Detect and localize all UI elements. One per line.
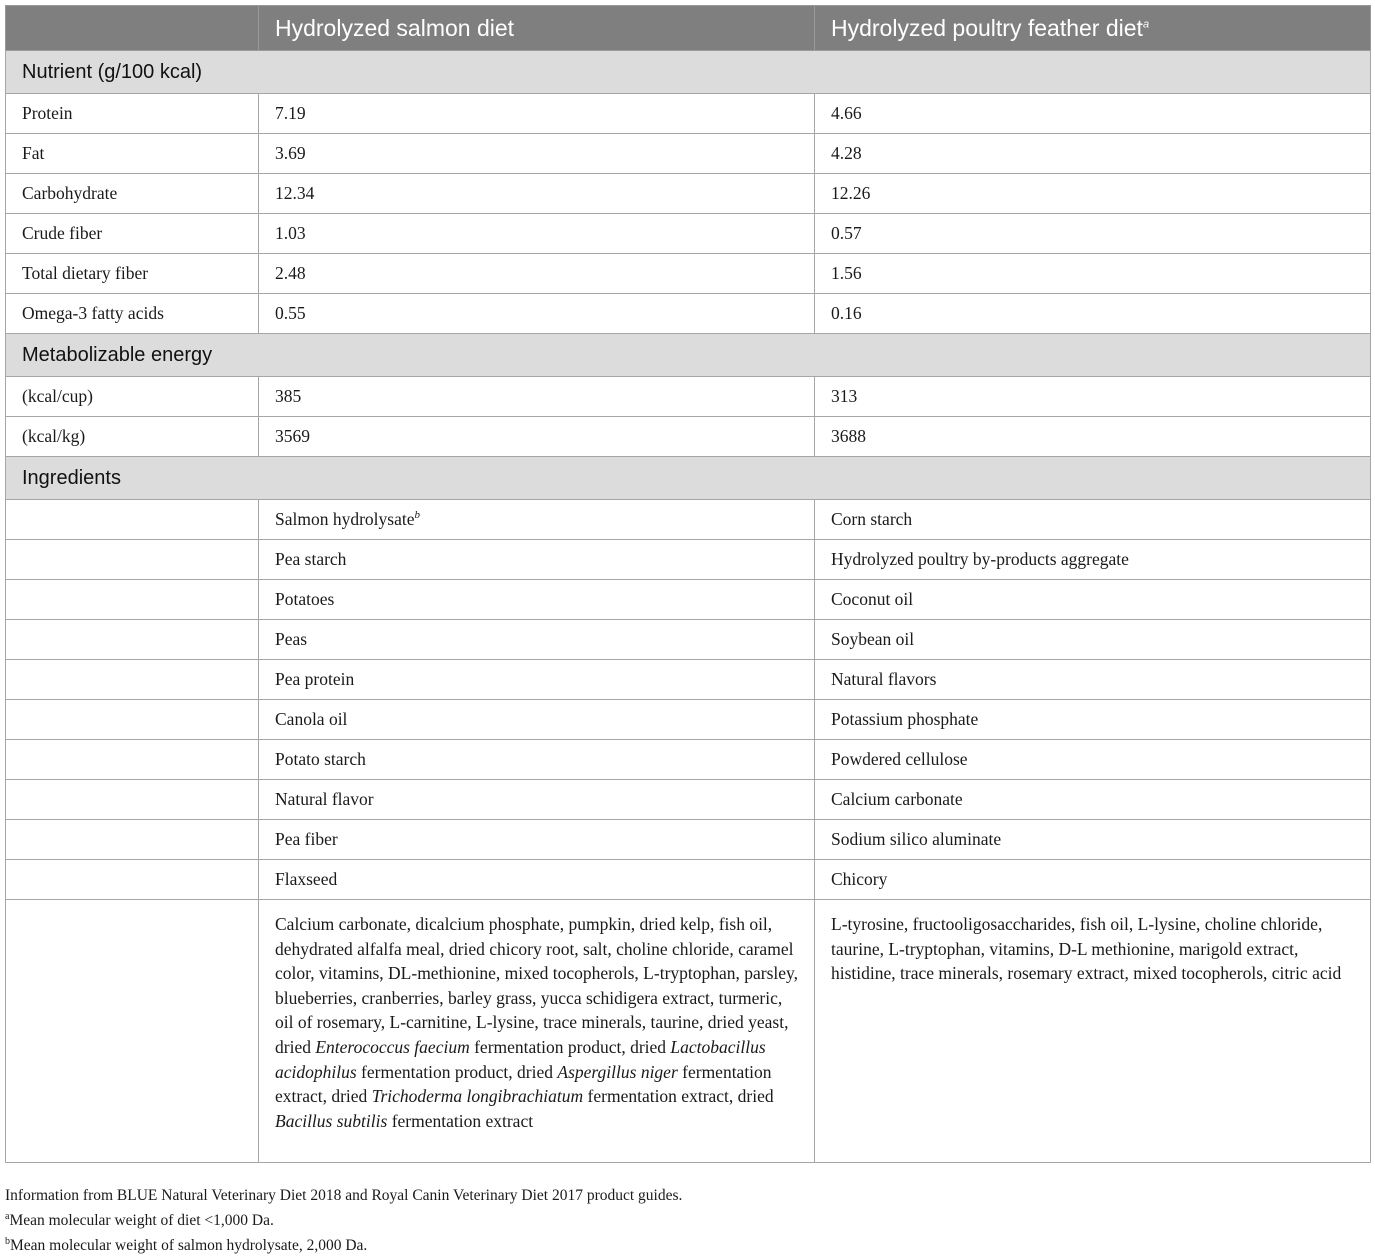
poultry-value: 3688: [815, 417, 1371, 457]
table-row: [6, 214, 1371, 254]
table-row: [6, 580, 1371, 620]
empty-label-cell: [6, 620, 259, 660]
table-row: [6, 820, 1371, 860]
table-row: [6, 780, 1371, 820]
poultry-ingredient: Corn starch: [815, 500, 1371, 540]
empty-label-cell: [6, 580, 259, 620]
header-salmon-diet: [259, 6, 815, 51]
table-row: [6, 417, 1371, 457]
salmon-ingredient: Pea starch: [259, 540, 815, 580]
ingredient-text: fermentation extract, dried: [275, 1061, 772, 1107]
table-row: [6, 294, 1371, 334]
header-poultry-label: Hydrolyzed poultry feather diet: [831, 14, 1143, 41]
empty-label-cell: [6, 900, 259, 1163]
salmon-value: 385: [259, 377, 815, 417]
salmon-ingredient: Natural flavor: [259, 780, 815, 820]
table-row: [6, 377, 1371, 417]
poultry-value: 4.66: [815, 94, 1371, 134]
footnote-a: [5, 1208, 1370, 1233]
species-name: Lactobacillus acidophilus: [275, 1036, 766, 1082]
row-label: Omega-3 fatty acids: [6, 294, 259, 334]
section-title-energy: Metabolizable energy: [6, 334, 1371, 377]
salmon-value: 12.34: [259, 174, 815, 214]
footnote-a-text: Mean molecular weight of diet <1,000 Da.: [9, 1212, 274, 1229]
empty-label-cell: [6, 820, 259, 860]
table-row: [6, 134, 1371, 174]
footnote-marker-a: a: [1142, 17, 1150, 30]
row-label: Protein: [6, 94, 259, 134]
header-blank-cell: [6, 6, 259, 51]
row-label: Crude fiber: [6, 214, 259, 254]
salmon-value: 3569: [259, 417, 815, 457]
salmon-ingredient: Peas: [259, 620, 815, 660]
row-label: Total dietary fiber: [6, 254, 259, 294]
footnote-marker-b: b: [414, 509, 420, 522]
species-name: Aspergillus niger: [557, 1061, 678, 1082]
diet-composition-table: [5, 5, 1371, 1163]
table-row: [6, 700, 1371, 740]
section-row-energy: [6, 334, 1371, 377]
salmon-value: 7.19: [259, 94, 815, 134]
table-row: [6, 860, 1371, 900]
empty-label-cell: [6, 700, 259, 740]
footnote-b: [5, 1233, 1370, 1258]
poultry-ingredient: Sodium silico aluminate: [815, 820, 1371, 860]
table-header-row: [6, 6, 1371, 51]
salmon-ingredient: [259, 500, 815, 540]
section-row-nutrient: [6, 51, 1371, 94]
poultry-ingredient: Calcium carbonate: [815, 780, 1371, 820]
empty-label-cell: [6, 540, 259, 580]
row-label: Fat: [6, 134, 259, 174]
empty-label-cell: [6, 500, 259, 540]
ingredient-text: Calcium carbonate, dicalcium phosphate, pumpkin, dried kelp, fish oil, dehydrated alfalfa meal, dried chicory root, salt, choline chloride, caramel color, vitamins, DL-methionine, mixed tocopherols, L-tryptophan, parsley, blueberries, cranberries, barley grass, yucca schidigera extract, turmeric, oil of rosemary, L-carnitine, L-lysine, trace minerals, taurine, dried yeast, dried: [275, 914, 799, 1057]
poultry-value: 12.26: [815, 174, 1371, 214]
salmon-ingredient: Potato starch: [259, 740, 815, 780]
salmon-value: 0.55: [259, 294, 815, 334]
ingredient-text: fermentation product, dried: [469, 1036, 671, 1057]
empty-label-cell: [6, 860, 259, 900]
table-row: [6, 660, 1371, 700]
footnote-b-mark: b: [5, 1235, 10, 1247]
salmon-ingredient: Potatoes: [259, 580, 815, 620]
table-footnotes: [5, 1183, 1370, 1258]
poultry-ingredient: Chicory: [815, 860, 1371, 900]
footnote-a-mark: a: [5, 1210, 10, 1222]
empty-label-cell: [6, 780, 259, 820]
ingredient-text: fermentation product, dried: [356, 1061, 558, 1082]
table-row: [6, 620, 1371, 660]
poultry-value: 313: [815, 377, 1371, 417]
poultry-value: 0.16: [815, 294, 1371, 334]
poultry-ingredient: Potassium phosphate: [815, 700, 1371, 740]
salmon-ingredient: Canola oil: [259, 700, 815, 740]
table-row: [6, 94, 1371, 134]
table-row: [6, 174, 1371, 214]
poultry-additional-text: L-tyrosine, fructooligosaccharides, fish oil, L-lysine, choline chloride, taurine, L-tryptophan, vitamins, D-L methionine, marigold extract, histidine, trace minerals, rosemary extract, mixed tocopherols, citric acid: [831, 914, 1342, 984]
section-title-ingredients: Ingredients: [6, 457, 1371, 500]
species-name: Bacillus subtilis: [275, 1110, 388, 1131]
poultry-ingredient: Natural flavors: [815, 660, 1371, 700]
ingredient-text: fermentation extract: [387, 1110, 534, 1131]
source-note: Information from BLUE Natural Veterinary Diet 2018 and Royal Canin Veterinary Diet 2017 product guides.: [5, 1187, 683, 1204]
empty-label-cell: [6, 660, 259, 700]
section-title-nutrient: Nutrient (g/100 kcal): [6, 51, 1371, 94]
row-label: Carbohydrate: [6, 174, 259, 214]
table-row: [6, 500, 1371, 540]
header-salmon-label: Hydrolyzed salmon diet: [275, 14, 515, 41]
header-poultry-diet: [815, 6, 1371, 51]
poultry-additional-ingredients: [815, 900, 1371, 1163]
row-label: (kcal/kg): [6, 417, 259, 457]
poultry-ingredient: Hydrolyzed poultry by-products aggregate: [815, 540, 1371, 580]
row-label: (kcal/cup): [6, 377, 259, 417]
table-row-additional-ingredients: [6, 900, 1371, 1163]
table-row: [6, 740, 1371, 780]
salmon-ingredient: Pea protein: [259, 660, 815, 700]
empty-label-cell: [6, 740, 259, 780]
poultry-value: 0.57: [815, 214, 1371, 254]
salmon-value: 1.03: [259, 214, 815, 254]
table-row: [6, 254, 1371, 294]
salmon-ingredient: Flaxseed: [259, 860, 815, 900]
salmon-ingredient-text: Salmon hydrolysate: [275, 509, 415, 529]
footnote-b-text: Mean molecular weight of salmon hydrolysate, 2,000 Da.: [10, 1237, 368, 1254]
poultry-ingredient: Coconut oil: [815, 580, 1371, 620]
poultry-value: 4.28: [815, 134, 1371, 174]
section-row-ingredients: [6, 457, 1371, 500]
species-name: Trichoderma longibrachiatum: [371, 1086, 584, 1107]
table-row: [6, 540, 1371, 580]
salmon-ingredient: Pea fiber: [259, 820, 815, 860]
poultry-ingredient: Soybean oil: [815, 620, 1371, 660]
salmon-value: 2.48: [259, 254, 815, 294]
poultry-ingredient: Powdered cellulose: [815, 740, 1371, 780]
salmon-additional-ingredients: [259, 900, 815, 1163]
salmon-value: 3.69: [259, 134, 815, 174]
poultry-value: 1.56: [815, 254, 1371, 294]
species-name: Enterococcus faecium: [315, 1036, 470, 1057]
ingredient-text: fermentation extract, dried: [583, 1086, 774, 1107]
